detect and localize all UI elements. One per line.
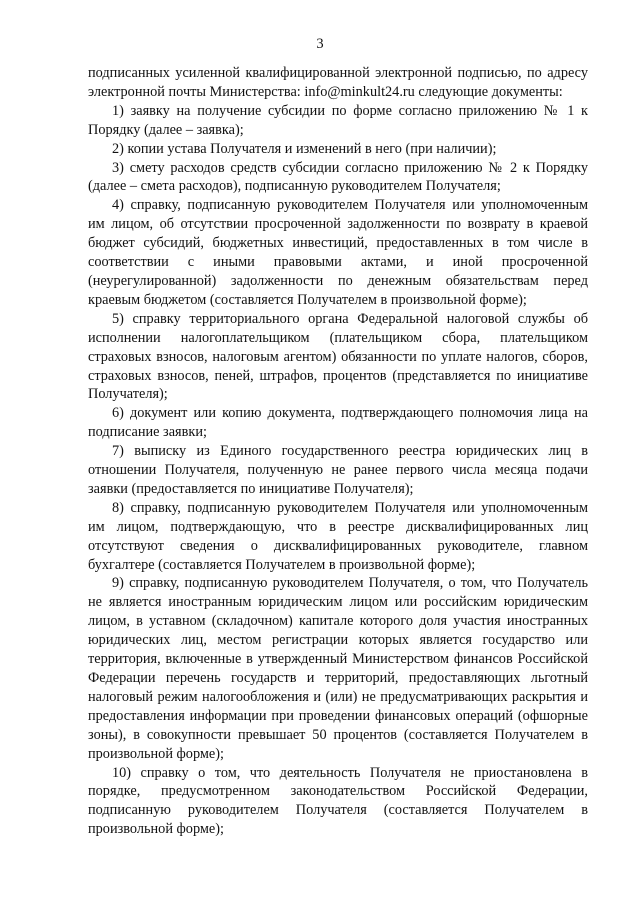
list-item-5: 5) справку территориального органа Федеральной налоговой службы об исполнении налогоплательщиком (плательщиком сбора, плательщиком страховых взносов, налоговым агентом) обязанности по уплате налогов, сборов, страховых взносов, пеней, штрафов, процентов (представляется по инициативе Получателя); [88, 310, 588, 403]
list-item-3: 3) смету расходов средств субсидии согласно приложению № 2 к Порядку (далее – смета расходов), подписанную руководителем Получателя; [88, 159, 588, 195]
list-item-1: 1) заявку на получение субсидии по форме согласно приложению № 1 к Порядку (далее – заявка); [88, 102, 588, 138]
paragraph-intro: подписанных усиленной квалифицированной электронной подписью, по адресу электронной почты Министерства: info@minkult24.ru следующие документы: [88, 65, 588, 100]
list-item-8: 8) справку, подписанную руководителем Получателя или уполномоченным им лицом, подтверждающую, что в реестре дисквалифицированных лиц отсутствуют сведения о дисквалифицированных руководителе, главном бухгалтере (составляется Получателем в произвольной форме); [88, 499, 588, 573]
list-item-7: 7) выписку из Единого государственного реестра юридических лиц в отношении Получателя, полученную не ранее первого числа месяца подачи заявки (предоставляется по инициативе Получателя); [88, 443, 588, 497]
page-number: 3 [316, 36, 324, 52]
list-item-6: 6) документ или копию документа, подтверждающего полномочия лица на подписание заявки; [88, 405, 588, 441]
list-item-10: 10) справку о том, что деятельность Получателя не приостановлена в порядке, предусмотренном законодательством Российской Федерации, подписанную руководителем Получателя (составляется Получателем в произвольной форме); [88, 764, 588, 838]
list-item-9: 9) справку, подписанную руководителем Получателя, о том, что Получатель не является иностранным юридическим лицом или российским юридическим лицом, в уставном (складочном) капитале которого доля участия иностранных юридических лиц, местом регистрации которых является государство или территория, включенные в утвержденный Министерством финансов Российской Федерации перечень государств и территорий, предоставляющих льготный налоговый режим налогообложения и (или) не предусматривающих раскрытия и предоставления информации при проведении финансовых операций (офшорные зоны), в совокупности превышает 50 процентов (составляется Получателем в произвольной форме); [88, 575, 588, 762]
list-item-2: 2) копии устава Получателя и изменений в него (при наличии); [112, 140, 497, 157]
document-body [88, 64, 588, 839]
list-item-4: 4) справку, подписанную руководителем Получателя или уполномоченным им лицом, об отсутствии просроченной задолженности по возврату в краевой бюджет субсидий, бюджетных инвестиций, предоставленных в том числе в соответствии с иными правовыми актами, и иной просроченной (неурегулированной) задолженности по денежным обязательствам перед краевым бюджетом (составляется Получателем в произвольной форме); [88, 197, 588, 308]
